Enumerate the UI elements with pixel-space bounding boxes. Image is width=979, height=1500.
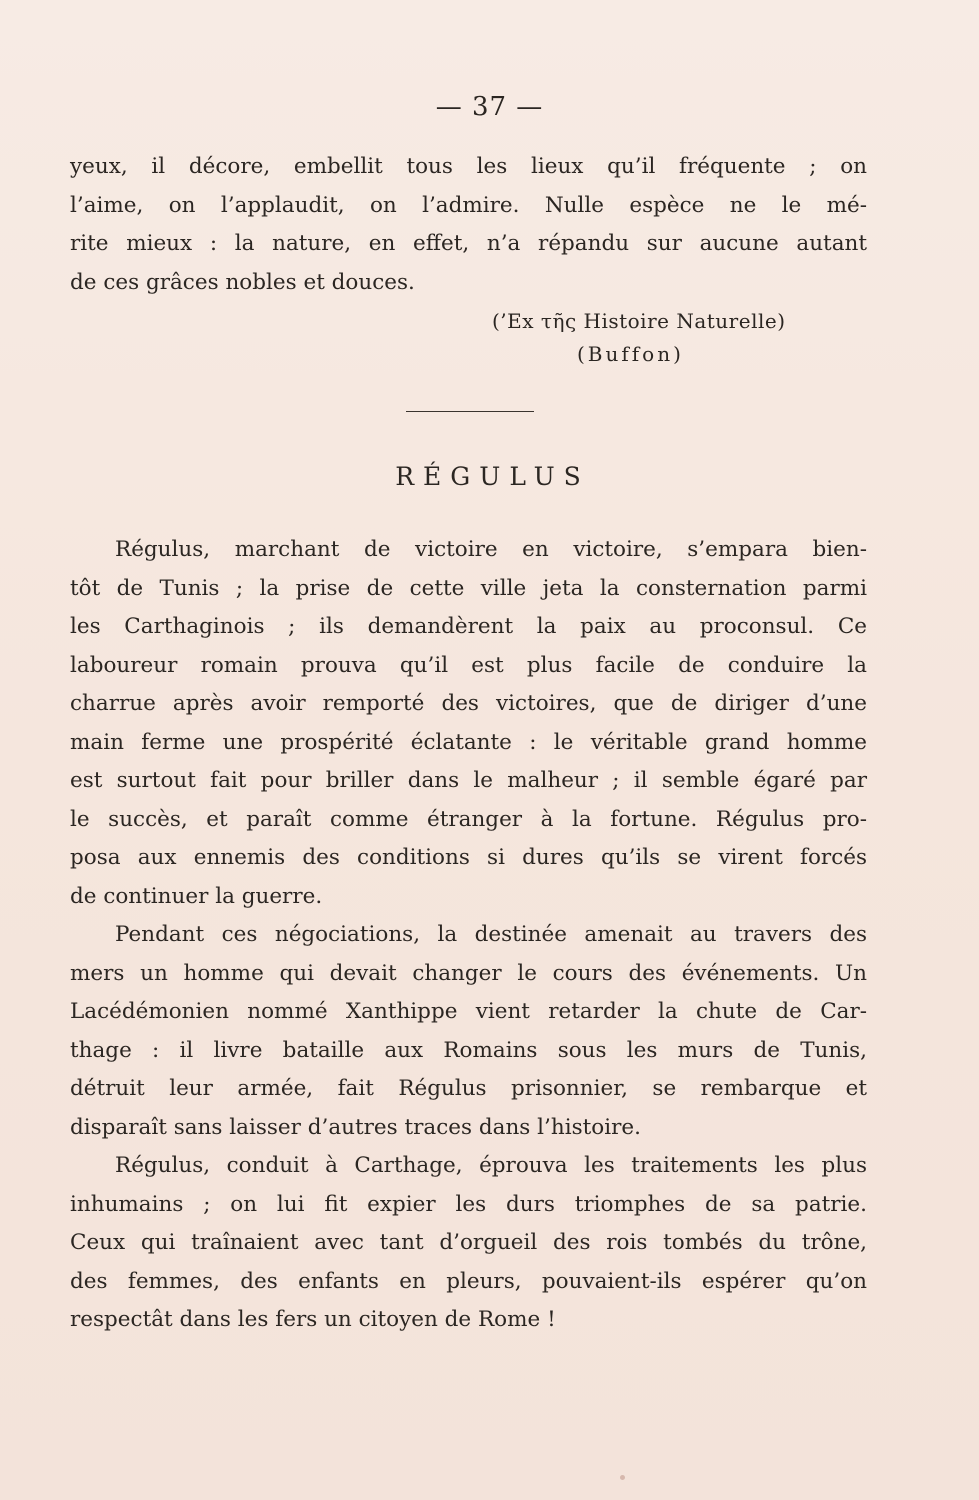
text-line: est surtout fait pour briller dans le malheur ; il semble égaré par xyxy=(70,768,867,793)
text-line: Pendant ces négociations, la destinée amenait au travers des xyxy=(115,922,867,947)
text-line: les Carthaginois ; ils demandèrent la paix au proconsul. Ce xyxy=(70,614,867,639)
text-line: laboureur romain prouva qu’il est plus facile de conduire la xyxy=(70,652,867,678)
text-line: mers un homme qui devait changer le cours des événements. Un xyxy=(70,960,867,986)
text-line: respectât dans les fers un citoyen de Rome ! xyxy=(70,1307,556,1332)
paragraph-2 xyxy=(70,916,867,1147)
text-line: main ferme une prospérité éclatante : le véritable grand homme xyxy=(70,729,867,755)
text-line: l’aime, on l’applaudit, on l’admire. Nulle espèce ne le mé- xyxy=(70,192,867,218)
paper-speck xyxy=(620,1475,625,1480)
text-line: Ceux qui traînaient avec tant d’orgueil des rois tombés du trône, xyxy=(70,1230,867,1255)
attribution-author: (Buffon) xyxy=(577,342,684,366)
text-line: détruit leur armée, fait Régulus prisonnier, se rembarque et xyxy=(70,1076,867,1101)
page-number: — 37 — xyxy=(435,92,544,122)
text-line: disparaît sans laisser d’autres traces dans l’histoire. xyxy=(70,1114,641,1140)
intro-paragraph xyxy=(70,148,867,302)
text-line: charrue après avoir remporté des victoires, que de diriger d’une xyxy=(70,691,867,716)
text-line: inhumains ; on lui fit expier les durs triomphes de sa patrie. xyxy=(70,1191,867,1217)
text-line: yeux, il décore, embellit tous les lieux qu’il fréquente ; on xyxy=(70,154,867,179)
section-divider xyxy=(406,411,534,412)
text-line: des femmes, des enfants en pleurs, pouvaient-ils espérer qu’on xyxy=(70,1268,867,1294)
text-line: Régulus, conduit à Carthage, éprouva les traitements les plus xyxy=(115,1153,867,1178)
text-line: Lacédémonien nommé Xanthippe vient retarder la chute de Car- xyxy=(70,999,867,1024)
text-line: Régulus, marchant de victoire en victoire, s’empara bien- xyxy=(115,537,867,562)
text-line: rite mieux : la nature, en effet, n’a répandu sur aucune autant xyxy=(70,231,867,256)
text-line: posa aux ennemis des conditions si dures qu’ils se virent forcés xyxy=(70,845,867,870)
text-line: tôt de Tunis ; la prise de cette ville jeta la consternation parmi xyxy=(70,575,867,601)
attribution-source: (’Ex τῆς Histoire Naturelle) xyxy=(492,309,786,333)
text-line: de ces grâces nobles et douces. xyxy=(70,269,415,295)
paragraph-1 xyxy=(70,531,867,916)
text-line: le succès, et paraît comme étranger à la fortune. Régulus pro- xyxy=(70,806,867,832)
text-line: thage : il livre bataille aux Romains sous les murs de Tunis, xyxy=(70,1037,867,1063)
section-title: RÉGULUS xyxy=(395,462,590,491)
text-line: de continuer la guerre. xyxy=(70,883,323,909)
paragraph-3 xyxy=(70,1147,867,1340)
